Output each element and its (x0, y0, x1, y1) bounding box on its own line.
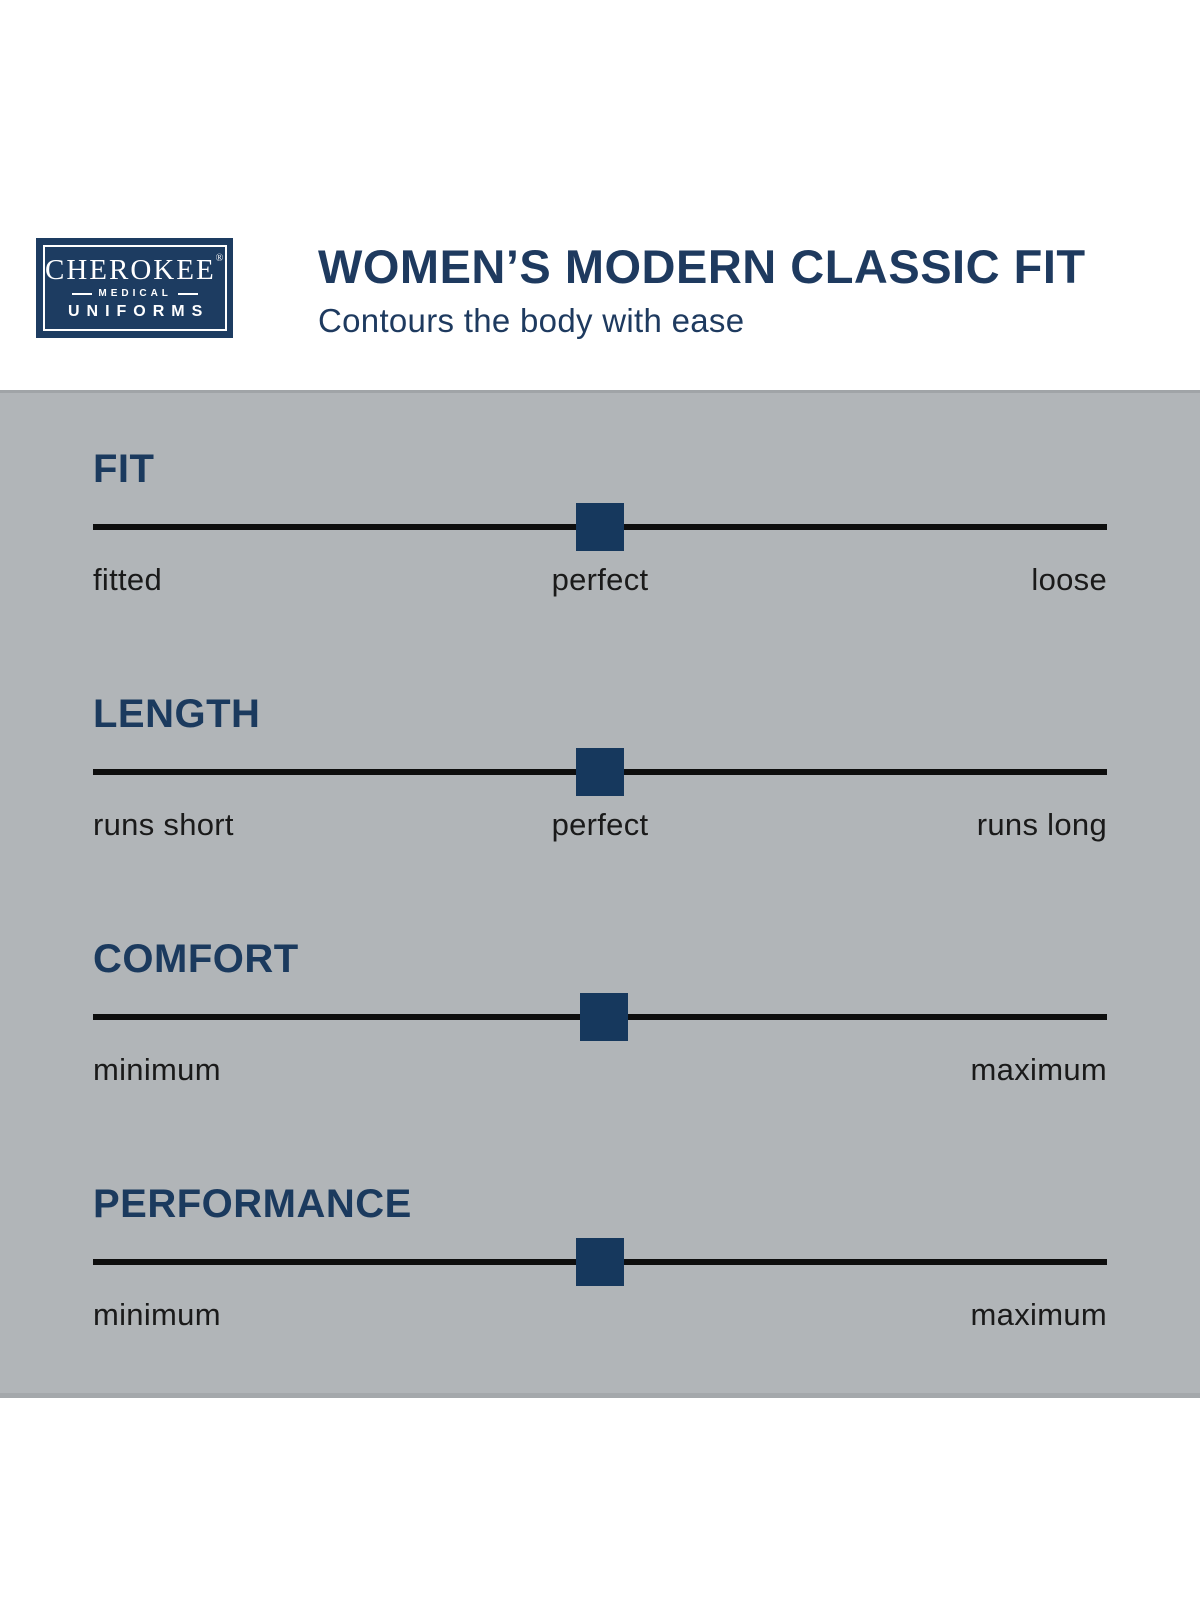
left-label: minimum (93, 1052, 221, 1087)
right-label: maximum (970, 1052, 1107, 1087)
registered-trademark-mark: ® (215, 253, 226, 264)
scale-performance (93, 1184, 1107, 1335)
logo-division-row (72, 289, 198, 299)
logo-division-text: MEDICAL (98, 288, 172, 299)
logo-brand-name: CHEROKEE (45, 254, 216, 286)
slider-marker (576, 748, 624, 796)
scale-length (93, 694, 1107, 845)
scale-length-slider (93, 748, 1107, 796)
scale-comfort (93, 939, 1107, 1090)
scale-fit (93, 449, 1107, 600)
scale-comfort-title: COMFORT (93, 937, 299, 981)
scale-length-labels (93, 807, 1107, 845)
slider-marker (576, 1238, 624, 1286)
scale-performance-labels (93, 1297, 1107, 1335)
left-label: fitted (93, 562, 163, 597)
footer-whitespace (0, 1398, 1200, 1600)
scale-length-title: LENGTH (93, 692, 261, 736)
logo-dash-right (178, 293, 198, 295)
logo-product-line-text: UNIFORMS (67, 303, 210, 320)
right-label: maximum (970, 1297, 1107, 1332)
right-label: loose (1031, 562, 1107, 597)
scale-performance-title: PERFORMANCE (93, 1182, 412, 1226)
fit-scales-panel (0, 390, 1200, 1398)
page-title: WOMEN’S MODERN CLASSIC FIT (318, 240, 1086, 293)
left-label: runs short (93, 807, 234, 842)
center-label: perfect (551, 807, 649, 842)
title-block (318, 240, 1086, 339)
right-label: runs long (976, 807, 1107, 842)
logo-dash-left (72, 293, 92, 295)
cherokee-logo (36, 238, 233, 338)
page-subtitle: Contours the body with ease (318, 302, 745, 339)
scale-fit-labels (93, 562, 1107, 600)
scale-comfort-labels (93, 1052, 1107, 1090)
header (0, 0, 1200, 390)
center-label: perfect (551, 562, 649, 597)
logo-brand-text (45, 253, 226, 286)
left-label: minimum (93, 1297, 221, 1332)
slider-marker (580, 993, 628, 1041)
logo-inner-frame (43, 245, 227, 331)
scale-performance-slider (93, 1238, 1107, 1286)
scale-fit-slider (93, 503, 1107, 551)
scale-fit-title: FIT (93, 447, 155, 491)
slider-marker (576, 503, 624, 551)
scale-comfort-slider (93, 993, 1107, 1041)
